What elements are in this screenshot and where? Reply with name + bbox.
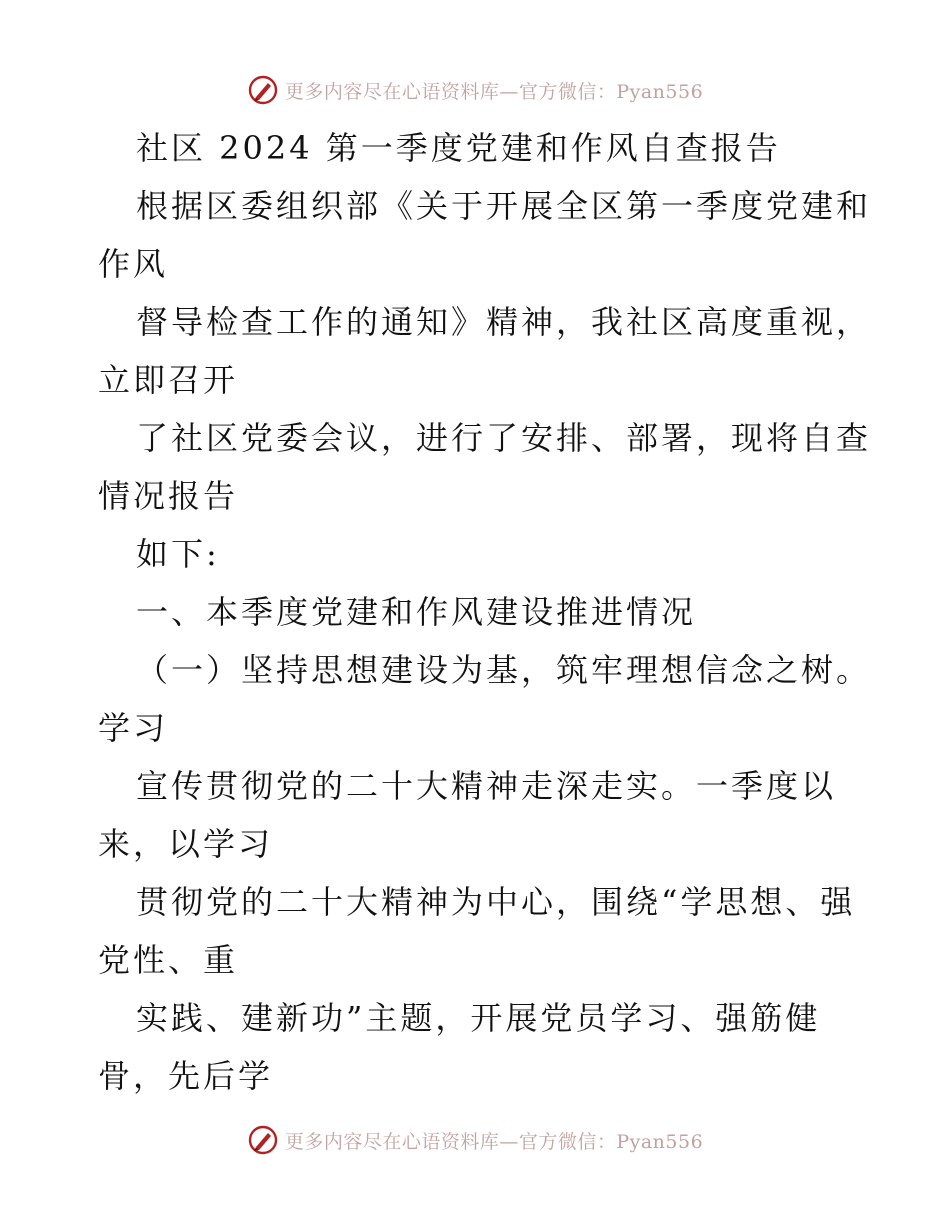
watermark-banner-top	[0, 70, 950, 110]
paragraph-line: 实践、建新功”主题，开展党员学习、强筋健	[136, 999, 821, 1037]
paragraph-line: 立即召开	[98, 361, 239, 399]
paragraph-line: 如下:	[136, 535, 220, 573]
red-pen-seal-icon	[247, 74, 279, 106]
section-heading: 一、本季度党建和作风建设推进情况	[136, 593, 697, 631]
paragraph-line: 了社区党委会议，进行了安排、部署，现将自查	[136, 419, 872, 457]
watermark-banner-bottom	[0, 1120, 950, 1160]
paragraph-line: 学习	[98, 709, 169, 747]
paragraph-line: 来，以学习	[98, 825, 274, 863]
watermark-text-top: 更多内容尽在心语资料库—官方微信：Pyan556	[284, 80, 704, 103]
paragraph-line: 骨，先后学	[98, 1057, 274, 1095]
paragraph-line: 根据区委组织部《关于开展全区第一季度党建和	[136, 187, 872, 225]
watermark-text-bottom: 更多内容尽在心语资料库—官方微信：Pyan556	[284, 1130, 704, 1153]
paragraph-line: 作风	[98, 245, 169, 283]
paragraph-line: 情况报告	[98, 477, 239, 515]
paragraph-line: 贯彻党的二十大精神为中心，围绕“学思想、强	[136, 883, 856, 921]
subsection-heading: （一）坚持思想建设为基，筑牢理想信念之树。	[136, 651, 872, 689]
document-title: 社区 2024 第一季度党建和作风自查报告	[136, 129, 781, 167]
paragraph-line: 党性、重	[98, 941, 239, 979]
paragraph-line: 宣传贯彻党的二十大精神走深走实。一季度以	[136, 767, 837, 805]
red-pen-seal-icon	[247, 1124, 279, 1156]
paragraph-line: 督导检查工作的通知》精神，我社区高度重视，	[136, 303, 872, 341]
